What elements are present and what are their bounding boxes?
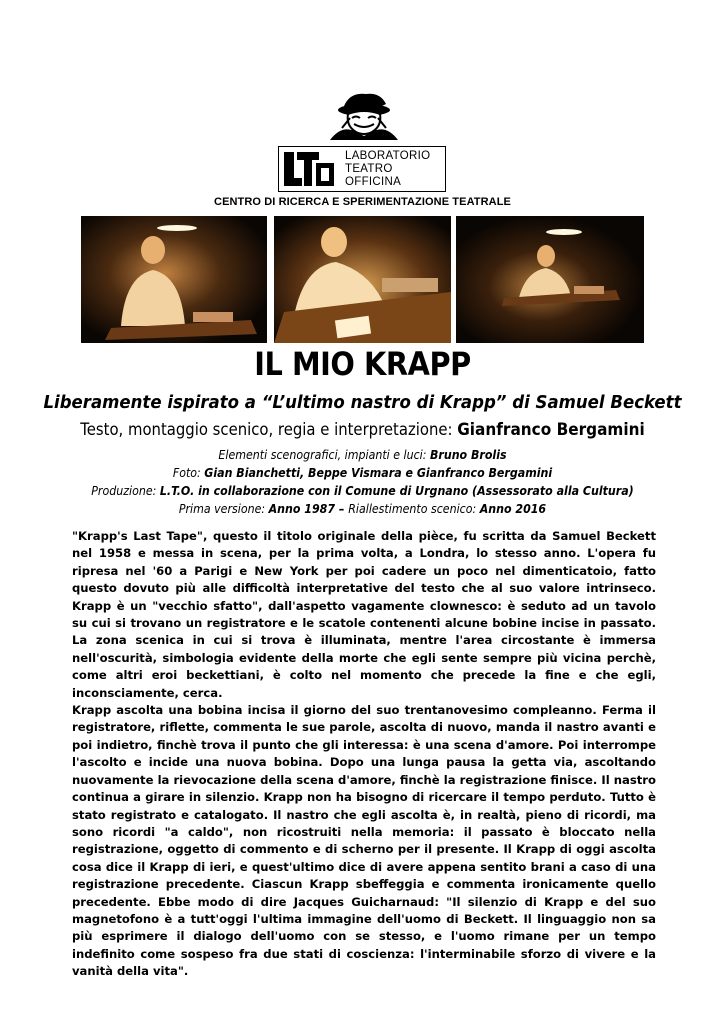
credit-produzione	[29, 484, 696, 498]
stage-photo-icon	[274, 216, 451, 343]
credit-label: Prima versione:	[178, 502, 269, 516]
credits-main-label: Testo, montaggio scenico, regia e interpretazione:	[80, 420, 458, 439]
credits-main	[36, 420, 689, 440]
lto-line: LABORATORIO	[345, 150, 431, 162]
credit-scenografici	[29, 448, 696, 462]
credit-value: Bruno Brolis	[429, 448, 507, 462]
jester-mascot-icon	[320, 88, 408, 142]
credits-main-value: Gianfranco Bergamini	[457, 420, 645, 440]
stage-photo-icon	[456, 216, 644, 343]
credit-value: Anno 1987 –	[268, 502, 349, 516]
stage-photo-icon	[81, 216, 267, 343]
body-paragraph: Krapp ascolta una bobina incisa il giorno del suo trentanovesimo compleanno. Ferma il registratore, riflette, commenta le sue parole, ascolta di nuovo, manda il nastro avanti e poi indietro, finchè trova il punto che gli interessa: è una scena d'amore. Poi interrompe l'ascolto e incide una nuova bobina. Dopo una lunga pausa la getta via, ascoltando nuovamente la rievocazione della scena d'amore, finchè la registrazione finisce. Il nastro continua a girare in silenzio. Krapp non ha bisogno di ricercare il tempo perduto. Tutto è stato registrato e catalogato. Il nastro che egli ascolta è, in realtà, pieno di ricordi, ma sono ricordi "a caldo", non ricostruiti nella memoria: il passato è bloccato nella registrazione, oggetto di commento e di scherno per il presente. Il Krapp di oggi ascolta cosa dice il Krapp di ieri, e quest'ultimo dice di avere appena sentito brani a caso di una registrazione precedente. Ciascun Krapp sbeffeggia e commenta ironicamente quello precedente. Ebbe modo di dire Jacques Guicharnaud: "Il silenzio di Krapp e del suo magnetofono è a tutt'oggi l'ultima immagine dell'uomo di Beckett. Il linguaggio non sa più esprimere il dialogo dell'uomo con se stesso, e l'uomo rimane per un tempo indefinito come sospeso fra due stati di coscienza: l'interminabile sforzo di vivere e la vanità della vita".	[72, 703, 656, 979]
centro-heading: CENTRO DI RICERCA E SPERIMENTAZIONE TEATRALE	[214, 196, 511, 208]
lto-monogram-icon	[283, 151, 335, 187]
credit-label: Riallestimento scenico:	[348, 502, 480, 516]
credit-label: Elementi scenograf​ici, impianti e luci:	[218, 448, 430, 462]
body-text	[72, 528, 656, 981]
photo-strip	[81, 216, 644, 343]
lto-line: OFFICINA	[345, 176, 402, 188]
credit-label: Foto:	[172, 466, 205, 480]
page-subtitle: Liberamente ispirato a “L’ultimo nastro di Krapp” di Samuel Beckett	[43, 392, 682, 413]
lto-logo	[278, 146, 446, 192]
credit-foto	[29, 466, 696, 480]
page-title: IL MIO KRAPP	[254, 345, 471, 383]
credit-value: L.T.O. in collaborazione con il Comune di Urgnano (Assessorato alla Cultura)	[159, 484, 634, 498]
credit-value: Anno 2016	[479, 502, 547, 516]
body-paragraph: "Krapp's Last Tape", questo il titolo originale della pièce, fu scritta da Samuel Beckett nel 1958 e messa in scena, per la prima volta, a Londra, lo stesso anno. L'opera fu ripresa nel '60 a Parigi e New York per poi cadere un poco nel dimenticatoio, fatto questo dovuto più alle difficoltà interpretative del testo che al suo valore intrinseco. Krapp è un "vecchio sfatto", dall'aspetto vagamente clownesco: è seduto ad un tavolo su cui si trovano un registratore e le scatole contenenti alcune bobine incise in passato. La zona scenica in cui si trova è illuminata, mentre l'area circostante è immersa nell'oscurità, simbologia evidente della morte che egli sente sempre più vicina perchè, come altri eroi beckettiani, è colto nel momento che precede la fine e che egli, inconsciamente, cerca.	[72, 529, 656, 700]
lto-name	[345, 150, 430, 189]
credit-versioni	[29, 502, 696, 516]
lto-line: TEATRO	[345, 163, 393, 175]
credit-value: Gian Bianchetti, Beppe Vismara e Gianfranco Bergamini	[204, 466, 553, 480]
credit-label: Produzione:	[91, 484, 160, 498]
